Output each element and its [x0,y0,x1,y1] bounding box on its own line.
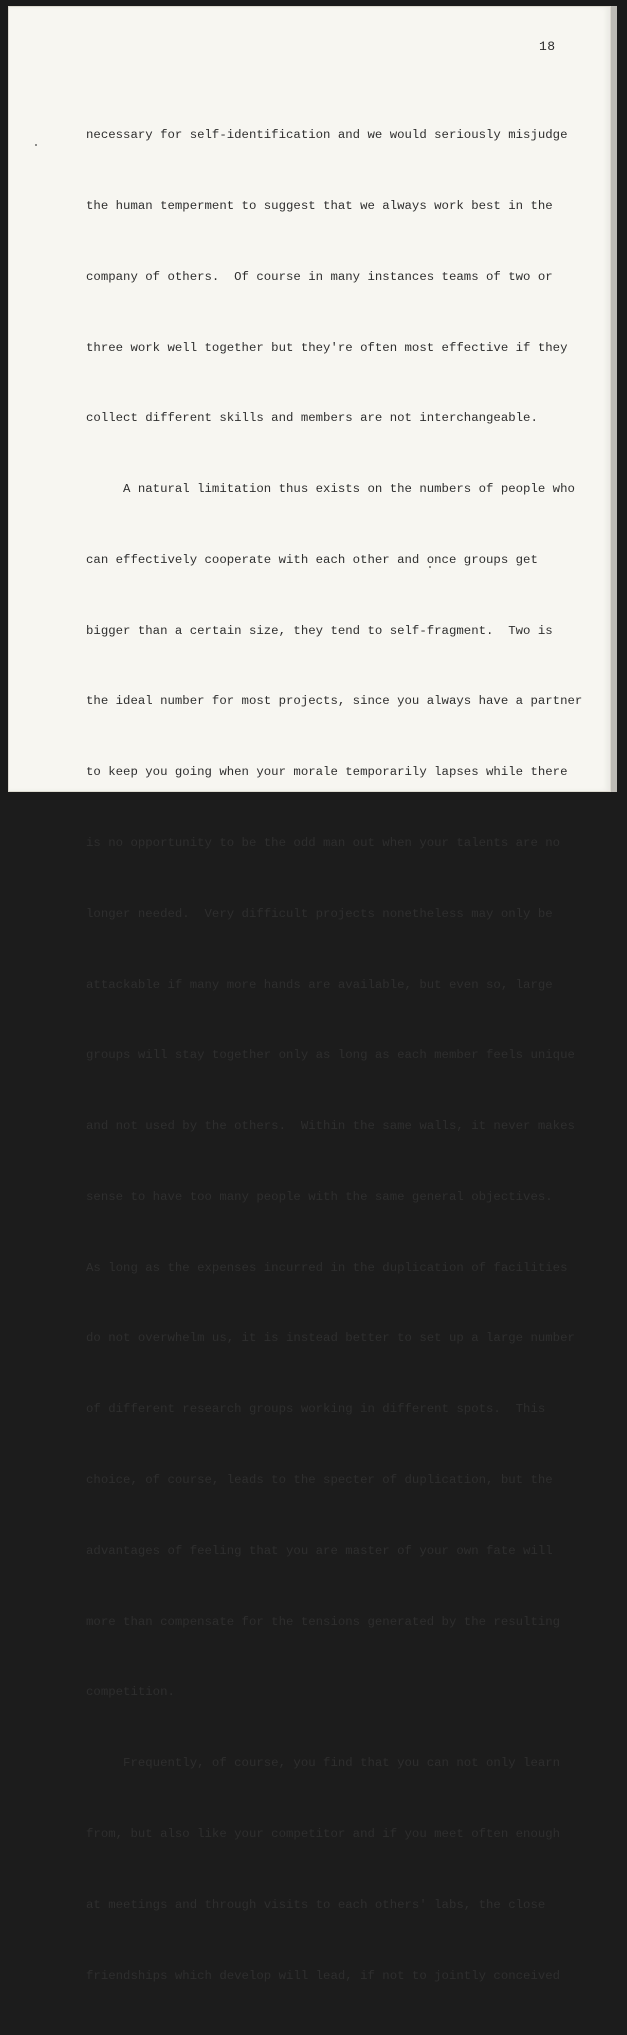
text-line: advantages of feeling that you are master of your own fate will [86,1543,553,1558]
text-line: is no opportunity to be the odd man out when your talents are no [86,836,561,850]
text-line: necessary for self-identification and we would seriously misjudge [86,128,568,143]
text-line: bigger than a certain size, they tend to self-fragment. Two is [86,623,553,638]
text-line: competition. [86,1685,175,1700]
text-line: groups will stay together only as long as each member feels unique [86,1048,575,1063]
text-line: attackable if many more hands are available, but even so, large [86,977,553,992]
text-line: at meetings and through visits to each others' labs, the close [86,1897,546,1912]
paper-edge [611,6,617,792]
text-line: to keep you going when your morale temporarily lapses while there [86,765,568,780]
text-line: and not used by the others. Within the same walls, it never makes [86,1119,575,1134]
page-number: 18 [539,39,556,54]
text-line: can effectively cooperate with each other and once groups get [86,552,538,567]
text-line: the ideal number for most projects, since you always have a partner [86,694,583,709]
text-line: more than compensate for the tensions generated by the resulting [86,1614,561,1629]
text-line: choice, of course, leads to the specter of duplication, but the [86,1473,553,1488]
text-line: As long as the expenses incurred in the duplication of facilities [86,1260,568,1275]
text-line: company of others. Of course in many instances teams of two or [86,269,553,284]
text-line: of different research groups working in different spots. This [86,1402,546,1417]
text-line: the human temperment to suggest that we always work best in the [86,198,553,213]
text-line: do not overwhelm us, it is instead better to set up a large number [86,1331,575,1346]
text-line: longer needed. Very difficult projects nonetheless may only be [86,906,553,921]
text-line: sense to have too many people with the same general objectives. [86,1189,553,1204]
text-line: from, but also like your competitor and if you meet often enough [86,1826,561,1841]
text-line: collect different skills and members are not interchangeable. [86,411,538,426]
text-line: A natural limitation thus exists on the numbers of people who [86,482,575,497]
body-text [86,77,583,2035]
text-line: Frequently, of course, you find that you can not only learn [86,1756,561,1771]
text-line: friendships which develop will lead, if not to jointly conceived [86,1968,561,1983]
typed-page [8,6,611,1983]
text-line: three work well together but they're often most effective if they [86,340,568,355]
paper-speck [35,144,37,146]
